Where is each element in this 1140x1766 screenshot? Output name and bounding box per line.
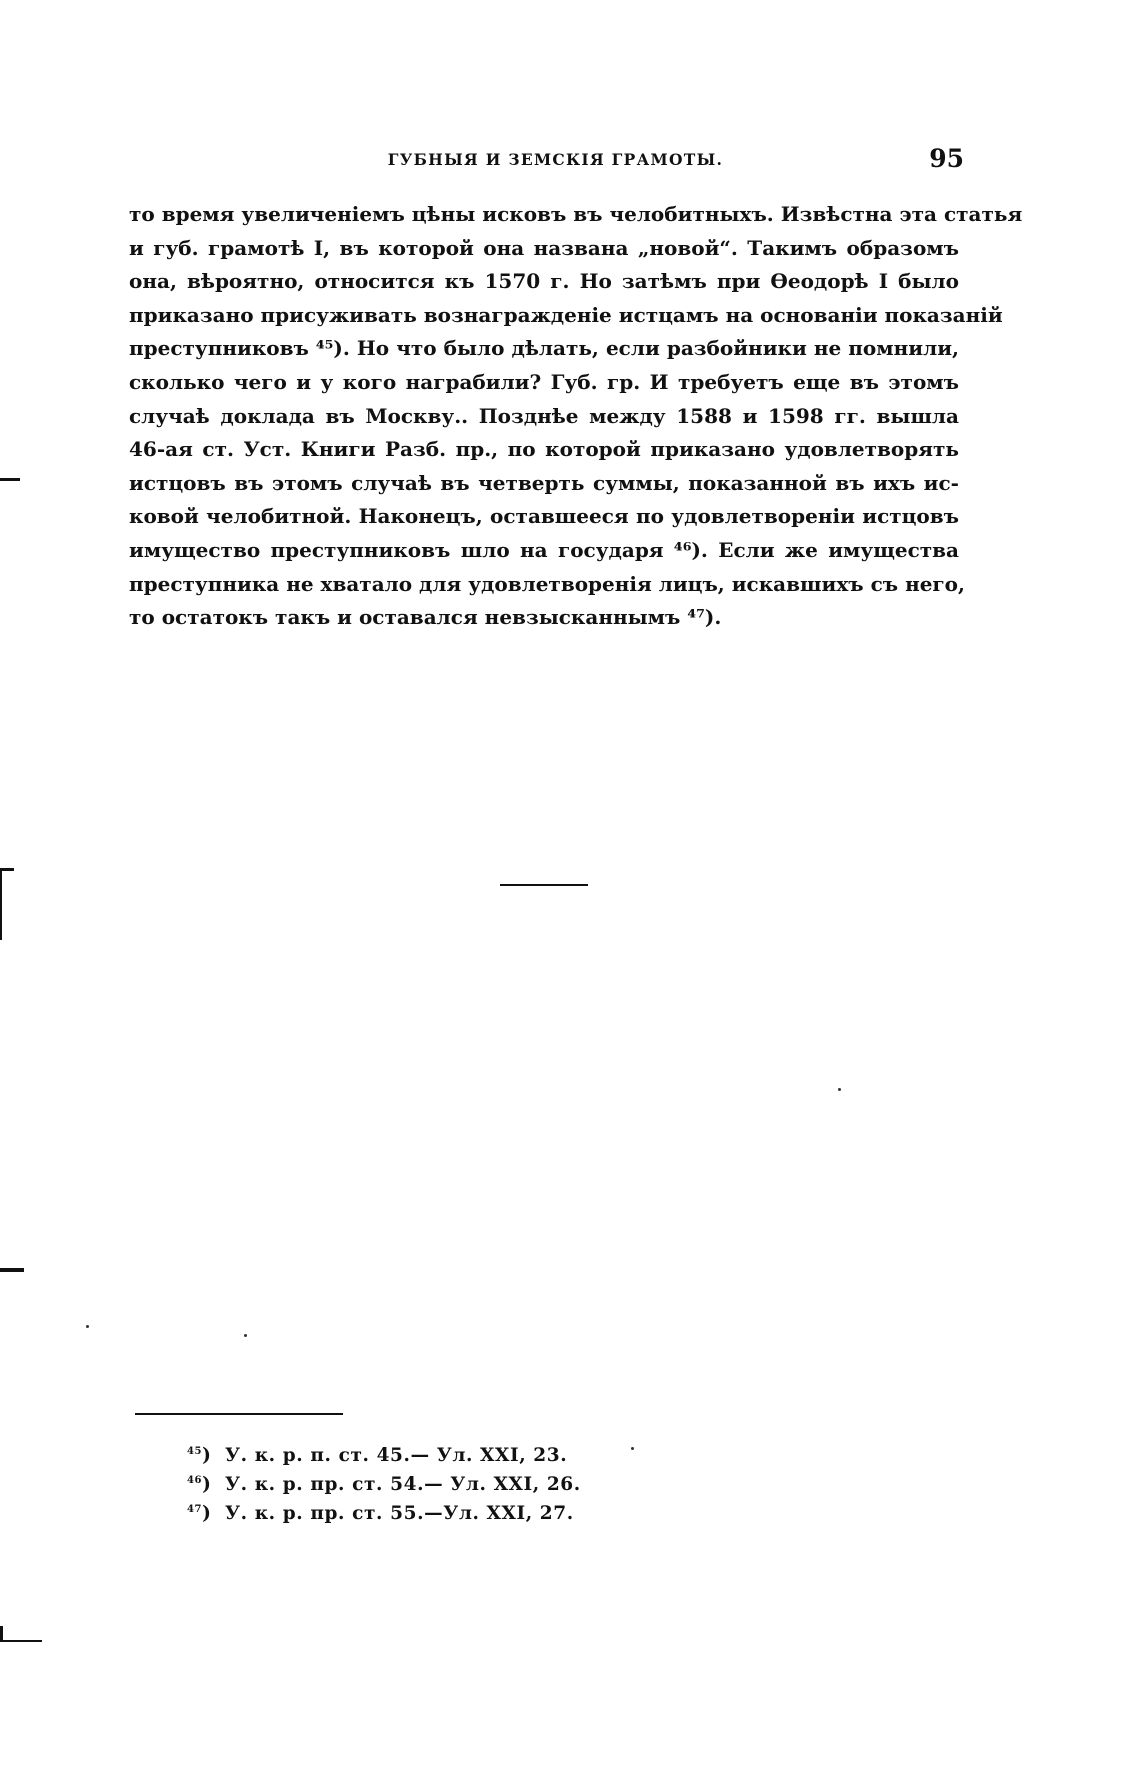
footnote-mark: $^{45}$) [187,1445,212,1466]
text-line: то время увеличеніемъ цѣны исковъ въ челобитныхъ. Извѣстна эта статья [129,202,1023,226]
page-number: 95 [929,144,964,173]
text-line: преступниковъ ⁴⁵). Но что было дѣлать, если разбойники не помнили, [129,336,959,361]
text-line: ковой челобитной. Наконецъ, оставшееся по удовлетвореніи истцовъ [129,504,959,529]
text-line: и губ. грамотѣ I, въ которой она названа „новой“. Такимъ образомъ [129,235,959,260]
footnotes [187,1437,707,1524]
text-line: преступника не хватало для удовлетворенія лицъ, искавшихъ съ него, [129,571,965,596]
text-line: то остатокъ такъ и оставался невзысканнымъ ⁴⁷). [129,605,722,630]
text-line: имущество преступниковъ шло на государя ⁴⁶). Если же имущества [129,537,959,562]
scan-edge-mark [0,1268,24,1272]
section-divider [500,884,588,886]
scan-edge-mark [0,868,14,871]
running-title: ГУБНЫЯ И ЗЕМСКІЯ ГРАМОТЫ. [387,150,724,169]
scan-speck [838,1088,841,1091]
scan-edge-mark [0,1640,42,1642]
footnote-text: У. к. р. п. ст. 45.— Ул. XXI, 23. [225,1445,568,1466]
text-line: истцовъ въ этомъ случаѣ въ четверть суммы, показанной въ ихъ ис- [129,470,959,495]
text-line: приказано присуживать вознагражденіе истцамъ на основаніи показаній [129,302,1003,327]
text-line: 46-ая ст. Уст. Книги Разб. пр., по которой приказано удовлетворять [129,437,959,462]
scan-speck [244,1334,247,1337]
footnote-mark: $^{47}$) [187,1503,212,1524]
scan-edge-mark [0,870,2,940]
footnote [187,1495,707,1524]
body-text [129,198,1023,635]
footnote [187,1466,707,1495]
text-line: сколько чего и у кого награбили? Губ. гр. И требуетъ еще въ этомъ [129,369,959,394]
footnote-mark: $^{46}$) [187,1474,212,1495]
footnote-text: У. к. р. пр. ст. 54.— Ул. XXI, 26. [225,1474,581,1495]
footnote-separator [135,1413,343,1415]
scan-edge-mark [0,478,20,481]
text-line: случаѣ доклада въ Москву.. Позднѣе между 1588 и 1598 гг. вышла [129,403,959,428]
text-line: она, вѣроятно, относится къ 1570 г. Но затѣмъ при Ѳеодорѣ I было [129,269,959,294]
running-header [129,144,982,180]
scan-edge-mark [0,1626,3,1642]
footnote [187,1437,707,1466]
scan-speck [86,1325,89,1328]
footnote-text: У. к. р. пр. ст. 55.—Ул. XXI, 27. [225,1503,574,1524]
